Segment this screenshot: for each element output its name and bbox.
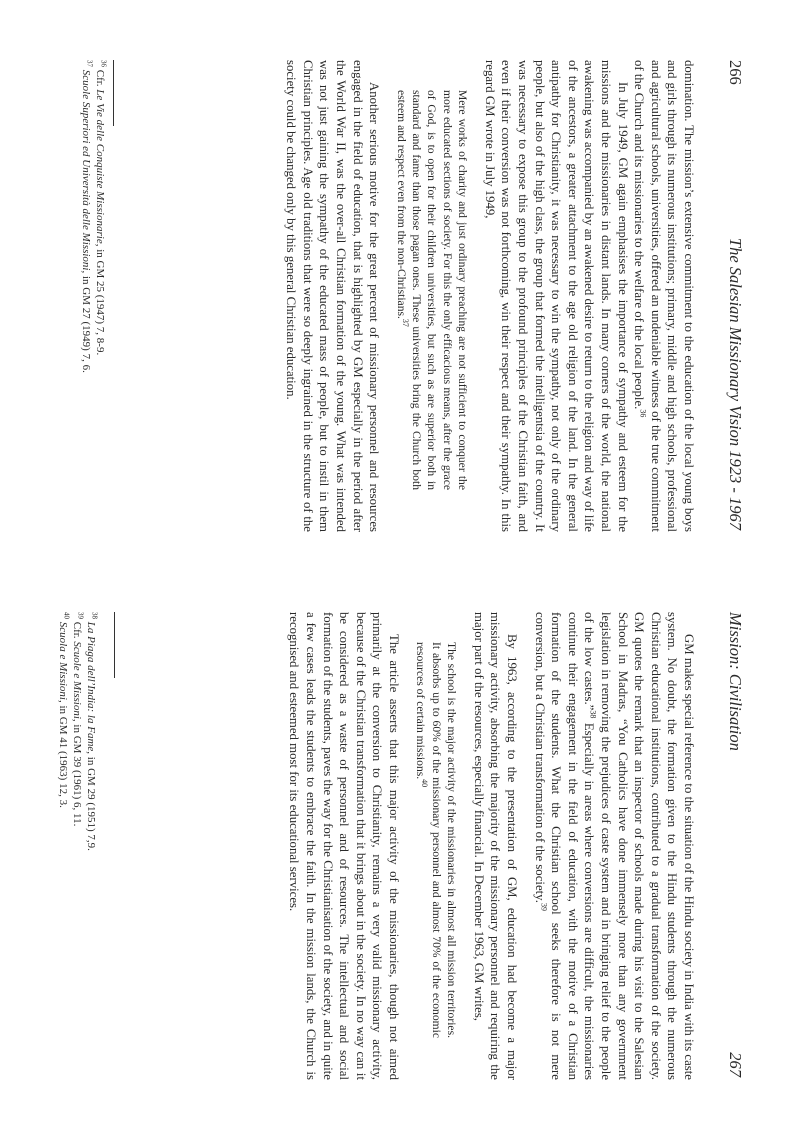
- paragraph: The article asserts that this major activity of the missionaries, though not aimed primarily at the conversion to Christianity, remains a very valid missionary activity, because of the Christian transformation that it brings about in the society. In no way can it be considered as a waste of personnel and of resources. The intellectual and social formation of the students, paves the way for the Christianisation of the society, and in quite a few cases leads the students to embrace the faith. In the mission lands, the Church is recognised and esteemed most for its educational services.: [287, 612, 402, 1080]
- running-head: [721, 60, 745, 530]
- page-number: 266: [726, 60, 745, 85]
- footnotes: [79, 60, 107, 532]
- right-page: [0, 562, 793, 1123]
- footnote: $^{39}$ Cfr. Scuole e Missioni, in GM 39 (1961) 6, 11.: [71, 612, 85, 827]
- paragraph: GM makes special reference to the situation of the Hindu society in India with its caste system. No doubt, the formation given to the Hindu students through the numerous Christian educational institutions, contributed to a gradual transformation of the society. GM quotes the remark that an inspector of schools made during his visit to the Salesian School in Madras, “You Catholics have done immensely more than any government legislation in removing the prejudices of caste system and in bringing relief to the people of the low castes.”$^{38}$ Especially in areas where conversions are difficult, the missionaries continue their engagement in the field of education, with the motive of a Christian formation of the students. What the Christian school seeks therefore is not mere conversion, but a Christian transformation of the society.$^{39}$: [532, 612, 696, 1080]
- footnote: $^{37}$ Scuole Superiori ed Università delle Missioni, in GM 27 (1949) 7, 6.: [80, 60, 94, 373]
- paragraph: domination. The mission’s extensive commitment to the education of the local young boys and girls through its numerous institutions; primary, middle and high schools, professional and agricultural schools, universities, offered an undeniable witness of the true commitment of the Church and its missionaries to the welfare of the local people.$^{36}$: [632, 60, 696, 532]
- footnote-ref: 37: [400, 318, 410, 327]
- block-quote: The school is the major activity of the missionaries in almost all mission territories. It absorbs up to 60% of the missionary personnel and almost 70% of the economic resources of certain missions.$^{40}$: [414, 642, 459, 1038]
- footnote: $^{40}$ Scuola e Missioni, in GM 41 (1963) 12, 3.: [57, 612, 71, 808]
- paragraph: By 1963, according to the presentation of GM, education had become a major missionary activity, absorbing the majority of the missionary personnel and requiring the major part of the resources, especially financial. In December 1963, GM writes,: [471, 612, 520, 1080]
- footnote-ref: 39: [538, 902, 548, 911]
- running-title: Mission: Civilisation: [726, 612, 745, 751]
- body-text: [283, 60, 697, 532]
- running-title: The Salesian Missionary Vision 1923 - 1967: [726, 237, 745, 530]
- paragraph: Another serious motive for the great percent of missionary personnel and resources engaged in the field of education, that is highlighted by GM especially in the period after the World War II, was the over-all Christian formation of the young. What was intended was not just gaining the sympathy of the educated mass of people, but to instil in them Christian principles. Age old traditions that were so deeply ingrained in the structure of the society could be changed only by this general Christian education.: [284, 60, 382, 532]
- footnote-ref: 40: [420, 779, 430, 788]
- page-number: 267: [726, 1052, 745, 1077]
- block-quote: Mere works of charity and just ordinary preaching are not sufficient to conquer the more educated sections of society. For this the only efficacious means, after the grace of God, is to open for their children universities, but such as are superior both in standard and fame than those pagan ones. These universities bring the Church both esteem and respect even from the non-Christians.$^{37}$: [394, 90, 470, 490]
- footnote: $^{36}$ Cfr. Le Vie delle Conquiste Missionarie, in GM 25 (1947) 7, 8-9.: [94, 60, 108, 356]
- left-page: [0, 0, 793, 561]
- footnote: $^{38}$ La Piaga dell’India: la Fame, in GM 29 (1951) 7,9.: [85, 612, 99, 851]
- footnote-ref: 38: [588, 710, 598, 719]
- footnote-divider: [114, 612, 115, 678]
- body-text: [286, 612, 697, 1080]
- footnote-ref: 36: [638, 409, 648, 418]
- footnotes: [56, 612, 98, 1080]
- paragraph: In July 1949, GM again emphasises the importance of sympathy and esteem for the missions and the missionaries in distant lands. In many corners of the world, the national awakening was accompanied by an awakened desire to return to the religion and way of life of the ancestors, a greater attachment to the age old religion of the land. In the general antipathy for Christianity, it was necessary to win the sympathy, not only of the ordinary people, but also of the high class, the group that formed the intelligentsia of the country. It was necessary to expose this group to the profound principles of the Christian faith, and even if their conversion was not forthcoming, win their respect and their sympathy. In this regard GM wrote in July 1949,: [482, 60, 630, 532]
- footnote-divider: [113, 60, 114, 126]
- running-head: [721, 612, 745, 1077]
